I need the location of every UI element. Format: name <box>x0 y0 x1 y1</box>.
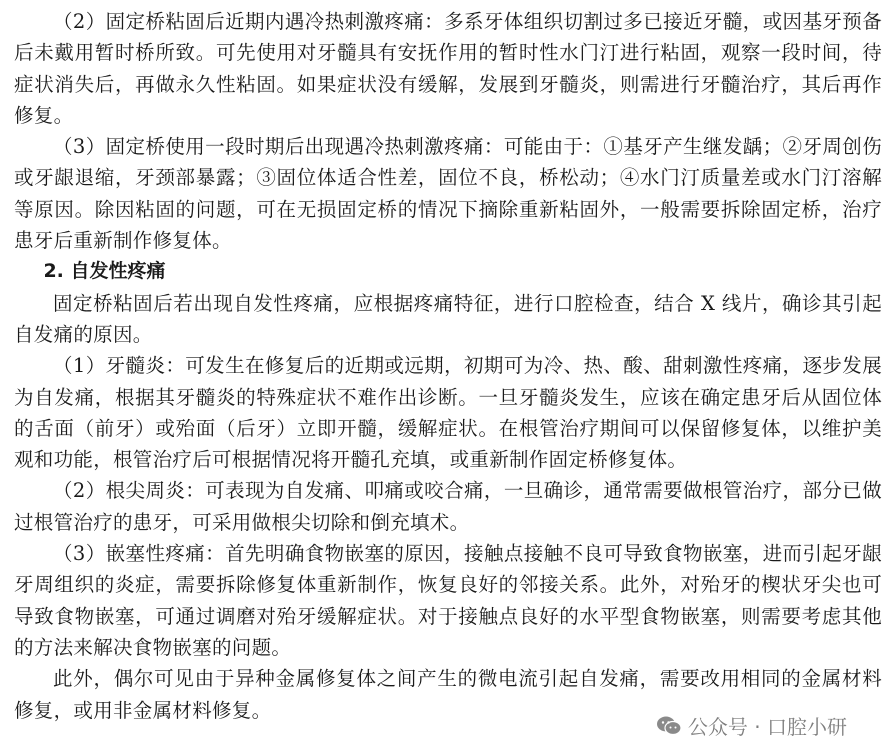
paragraph-periapical: （2）根尖周炎：可表现为自发痛、叩痛或咬合痛，一旦确诊，通常需要做根管治疗，部分已做过根管治疗的患牙，可采用做根尖切除和倒充填术。 <box>14 479 882 534</box>
paragraph-pulp-sensitivity-late: （3）固定桥使用一段时期后出现遇冷热刺激疼痛：可能由于：①基牙产生继发龋；②牙周创伤或牙龈退缩，牙颈部暴露；③固位体适合性差，固位不良，桥松动；④水门汀质量差或水门汀溶解等原因。除因粘固的问题，可在无损固定桥的情况下摘除重新粘固外，一般需要拆除固定桥，治疗患牙后重新制作修复体。 <box>14 135 882 253</box>
paragraph-pulpitis: （1）牙髓炎：可发生在修复后的近期或远期，初期可为冷、热、酸、甜刺激性疼痛，逐步发展为自发痛，根据其牙髓炎的特殊症状不难作出诊断。一旦牙髓炎发生，应该在确定患牙后从固位体的舌面（前牙）或殆面（后牙）立即开髓，缓解症状。在根管治疗期间可以保留修复体，以维护美观和功能，根管治疗后可根据情况将开髓孔充填，或重新制作固定桥修复体。 <box>14 354 882 472</box>
watermark <box>652 711 851 740</box>
document-page <box>14 6 882 726</box>
paragraph-pulp-sensitivity-early: （2）固定桥粘固后近期内遇冷热刺激疼痛：多系牙体组织切割过多已接近牙髓，或因基牙预备后未戴用暂时桥所致。可先使用对牙髓具有安抚作用的暂时性水门汀进行粘固，观察一段时间，待症状消失后，再做永久性粘固。如果症状没有缓解，发展到牙髓炎，则需进行牙髓治疗，其后再作修复。 <box>14 10 882 127</box>
paragraph-galvanic: 此外，偶尔可见由于异种金属修复体之间产生的微电流引起自发痛，需要改用相同的金属材料修复，或用非金属材料修复。 <box>14 667 882 722</box>
paragraph-food-impaction: （3）嵌塞性疼痛：首先明确食物嵌塞的原因，接触点接触不良可导致食物嵌塞，进而引起牙龈牙周组织的炎症，需要拆除修复体重新制作，恢复良好的邻接关系。此外，对殆牙的楔状牙尖也可导致食物嵌塞，可通过调磨对殆牙缓解症状。对于接触点良好的水平型食物嵌塞，则需要考虑其他的方法来解决食物嵌塞的问题。 <box>14 542 882 659</box>
wechat-icon <box>656 715 682 737</box>
watermark-text: 公众号 · 口腔小研 <box>687 715 847 739</box>
section-heading-spontaneous-pain: 2. 自发性疼痛 <box>43 260 166 283</box>
paragraph-spontaneous-pain-intro: 固定桥粘固后若出现自发性疼痛，应根据疼痛特征，进行口腔检查，结合 X 线片，确诊其引起自发痛的原因。 <box>14 291 882 346</box>
